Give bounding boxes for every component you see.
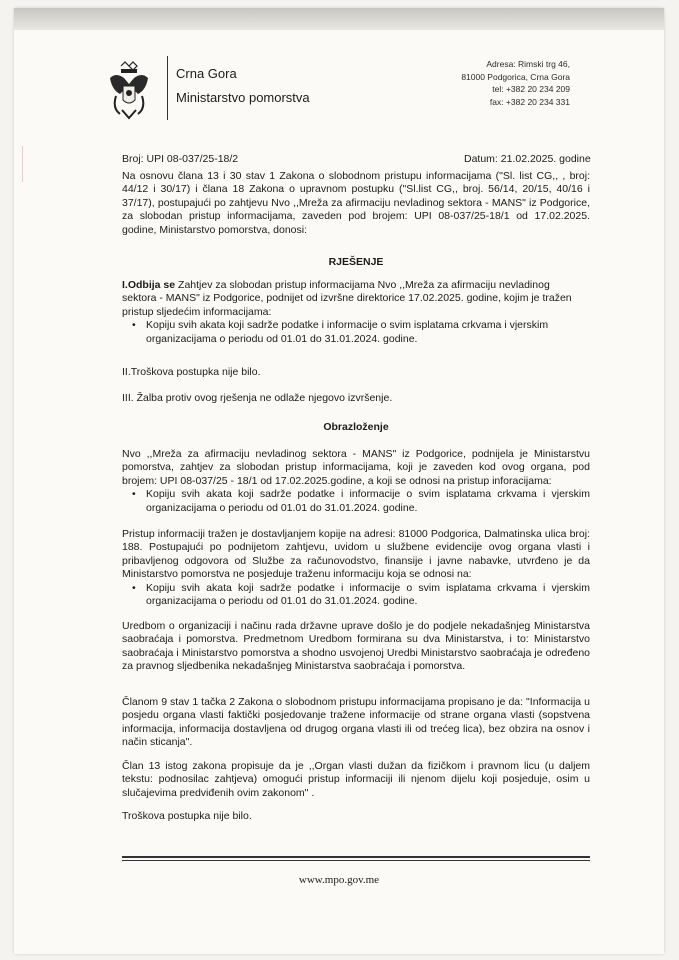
header-divider [167, 56, 168, 120]
section-2: II.Troškova postupka nije bilo. [122, 366, 261, 378]
section-3: III. Žalba protiv ovog rješenja ne odlaže njegovo izvršenje. [122, 392, 393, 404]
document-number: Broj: UPI 08-037/25-18/2 [122, 153, 239, 165]
org-ministry: Ministarstvo pomorstva [176, 90, 310, 105]
address-line: Adresa: Rimski trg 46, [486, 59, 570, 69]
reasoning-p2-text: Pristup informaciji tražen je dostavljanjem kopije na adresi: 81000 Podgorica, Dalmatinska ulica broj: 188. Postupajući po podnijetom zahtjevu, uvidom u službene evidencije ovog organa vlasti i pribavljenog odgovora od Službe za računovodstvo, finansije i javne nabavke, utvrđeno je da Ministarstvo pomorstva ne posjeduje traženu informaciju koja se odnosi na: [122, 528, 590, 581]
intro-paragraph: Na osnovu člana 13 i 30 stav 1 Zakona o slobodnom pristupu informacijama ("Sl. list CG,, , broj: 44/12 i 30/17) i člana 18 Zakona o upravnom postupku ("Sl.list CG,, broj. 56/14, 20/15, 40/16 i 37/17), postupajući po zahtjevu Nvo ,,Mreža za afirmaciju nevladinog sektora - MANS" iz Podgorice, za slobodan pristup informacijama, zaveden pod brojem: UPI 08-037/25-18/1 od 17.02.2025. godine, Ministarstvo pomorstva, donosi: [122, 170, 590, 236]
address-line: tel: +382 20 234 209 [492, 84, 570, 94]
reasoning-paragraph-5: Član 13 istog zakona propisuje da je ,,Organ vlasti dužan da fizičkom i pravnom licu (u daljem tekstu: podnosilac zahtjeva) omogući pristup informaciji ili njenom dijelu koji posjeduje, osim u slučajevima predviđenih ovim zakonom" . [122, 760, 590, 799]
section-1 [122, 279, 577, 346]
section-1-lead: I.Odbija se [122, 279, 176, 291]
reasoning-p1-bullet: • Kopiju svih akata koji sadrže podatke i informacije o svim isplatama crkvama i vjerskim organizacijama o periodu od 01.01 do 31.01.2024. godine. [146, 488, 590, 515]
footer-website: www.mpo.gov.me [298, 874, 380, 886]
footer-rule [122, 856, 590, 858]
address-block [461, 58, 570, 108]
reasoning-paragraph-1 [122, 448, 590, 515]
section-1-bullet: • Kopiju svih akata koji sadrže podatke i informacije o svim isplatama crkvama i vjerskim organizacijama o periodu od 01.01 do 31.01.2024. godine. [146, 319, 577, 346]
reasoning-paragraph-6: Troškova postupka nije bilo. [122, 810, 252, 822]
scan-stamp-edge [14, 146, 23, 182]
document-date: Datum: 21.02.2025. godine [464, 153, 591, 165]
scan-top-edge [14, 8, 664, 30]
coat-of-arms-icon [106, 60, 152, 120]
reasoning-p1-text: Nvo ,,Mreža za afirmaciju nevladinog sektora - MANS" iz Podgorice, podnijela je Ministarstvu pomorstva, zahtjev za slobodan pristup informacijama, koji je zaveden kod ovog organa, pod brojem: UPI 08-037/25 - 18/1 od 17.02.2025.godine, a koji se odnosi na pristup inforacijama: [122, 448, 590, 487]
decision-title: RJEŠENJE [328, 256, 384, 268]
address-line: 81000 Podgorica, Crna Gora [461, 71, 570, 82]
reasoning-paragraph-4: Članom 9 stav 1 tačka 2 Zakona o slobodnom pristupu informacijama propisano je da: "Informacija u posjedu organa vlasti faktički posjedovanje tražene informacije od strane organa vlasti (sopstvena informacija, informacija dostavljena od drugog organa vlasti ili od trećeg lica), bez obzira na osnov i način sticanja". [122, 696, 590, 749]
address-line: fax: +382 20 234 331 [489, 96, 570, 107]
reasoning-title: Obrazloženje [323, 421, 389, 433]
section-1-text: Zahtjev za slobodan pristup informacijama Nvo ,,Mreža za afirmaciju nevladinog sektora - MANS" iz Podgorice, podnijet od izvršne direktorice 17.02.2025. godine, kojim je tražen pristup sljedećim informacijama: [122, 279, 572, 318]
document-page [14, 8, 664, 954]
org-country: Crna Gora [176, 66, 237, 81]
reasoning-paragraph-2 [122, 528, 590, 608]
reasoning-paragraph-3: Uredbom o organizaciji i načinu rada državne uprave došlo je do podjele nekadašnjeg Ministarstva saobraćaja i pomorstva. Predmetnom Uredbom formirana su dva Ministarstva, i to: Ministarstvo saobraćaja i Ministarstvo pomorstva a shodno usvojenoj Uredbi Ministarstvo saobraćaja je određeno za pravnog sljedbenika nekadašnjeg Ministarstva saobraćaja i pomorstva. [122, 620, 590, 673]
reasoning-p2-bullet: • Kopiju svih akata koji sadrže podatke i informacije o svim isplatama crkvama i vjerskim organizacijama o periodu od 01.01 do 31.01.2024. godine. [146, 582, 590, 609]
footer-rule-thin [122, 860, 590, 861]
